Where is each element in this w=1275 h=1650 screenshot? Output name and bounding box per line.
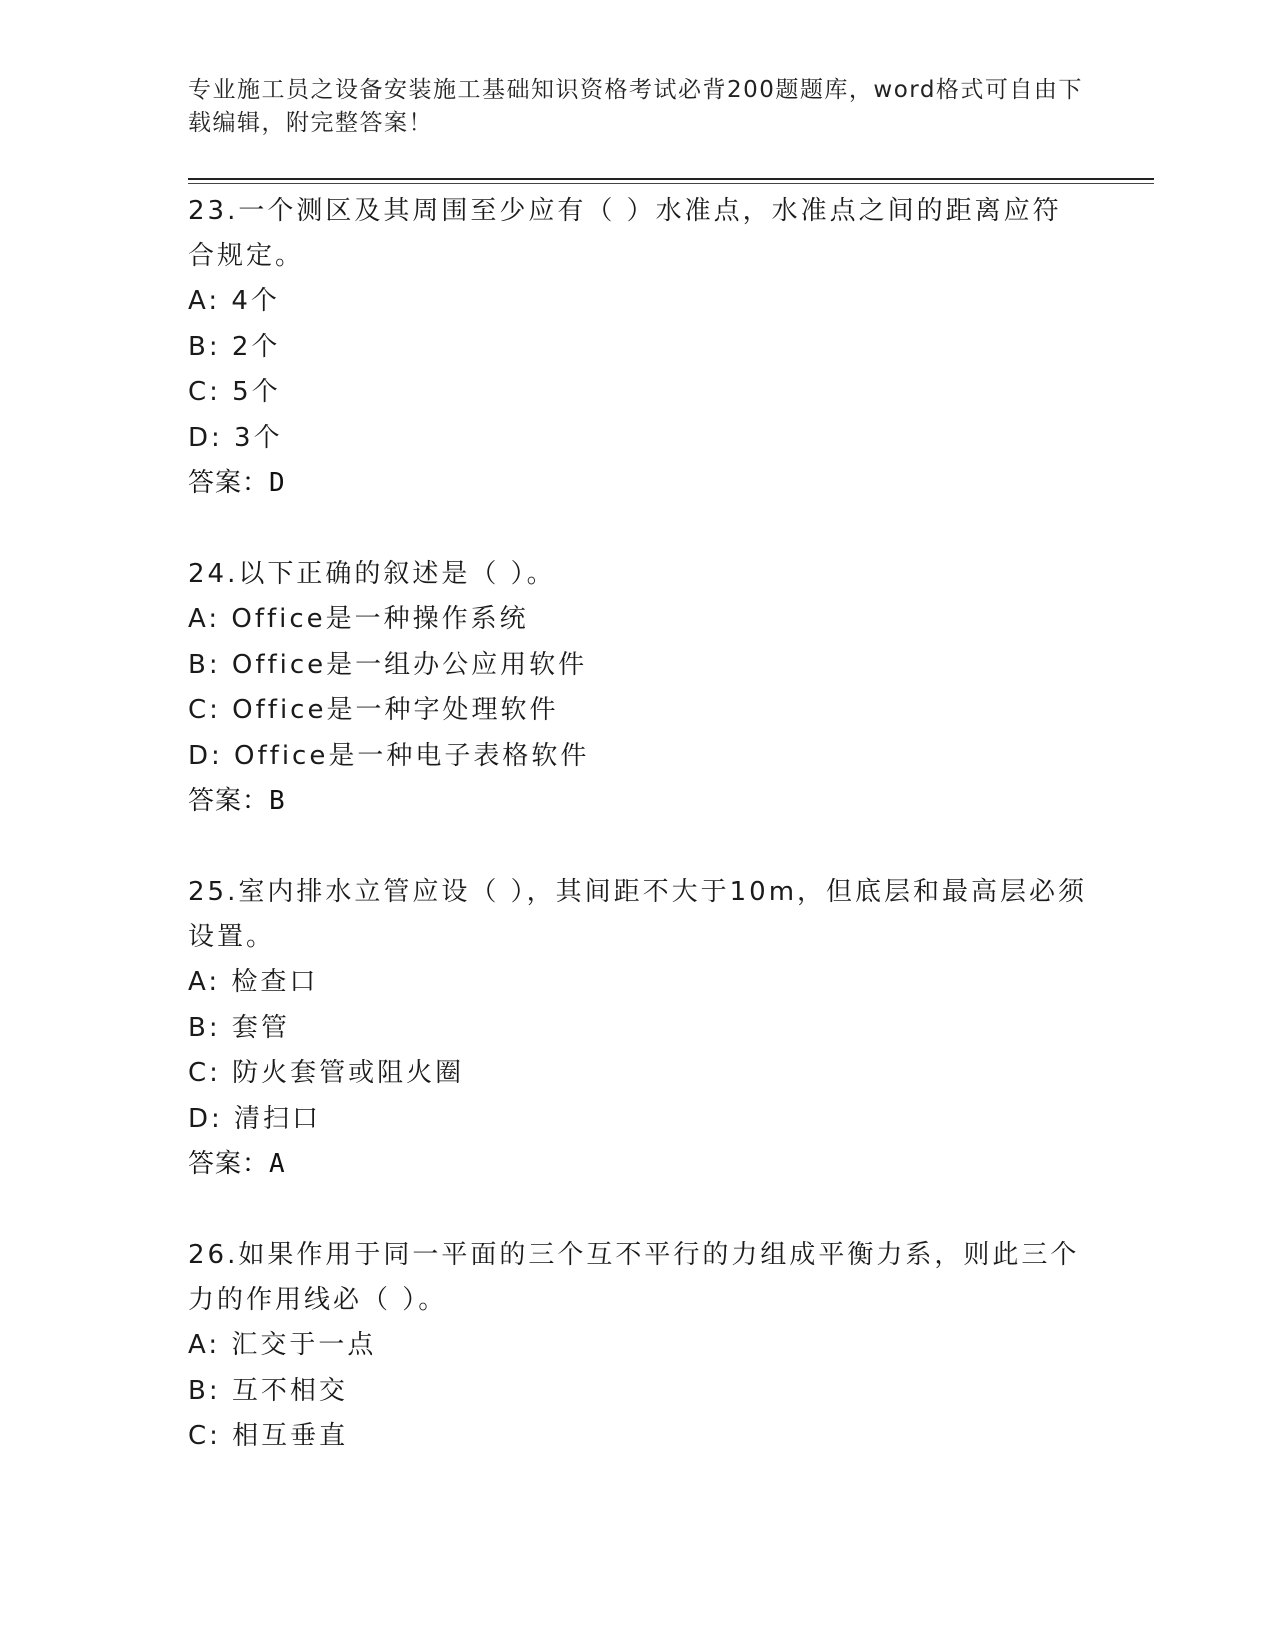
option-a: A: 4个 xyxy=(188,286,280,316)
option-b: B: 互不相交 xyxy=(188,1375,348,1406)
answer-value: A xyxy=(269,1149,286,1179)
header-divider-thin xyxy=(188,183,1154,184)
option-a: A: 检查口 xyxy=(188,967,319,997)
question-23 xyxy=(188,189,1088,506)
answer-label: 答案： xyxy=(188,1149,270,1179)
answer-value: B xyxy=(269,786,286,816)
option-a: A: 汇交于一点 xyxy=(188,1330,377,1360)
option-c: C: 5个 xyxy=(188,377,281,407)
question-stem: 23.一个测区及其周围至少应有（ ）水准点，水准点之间的距离应符合规定。 xyxy=(188,196,1062,271)
question-stem: 24.以下正确的叙述是（ ）。 xyxy=(188,559,556,589)
header-divider-thick xyxy=(188,178,1154,180)
document-header: 专业施工员之设备安装施工基础知识资格考试必背200题题库，word格式可自由下载编辑，附完整答案！ xyxy=(188,77,1083,136)
question-25 xyxy=(188,870,1088,1187)
question-list xyxy=(188,189,1088,1506)
question-stem: 26.如果作用于同一平面的三个互不平行的力组成平衡力系，则此三个力的作用线必（ ）。 xyxy=(188,1240,1080,1315)
option-b: B: 套管 xyxy=(188,1012,290,1043)
option-d: D: 3个 xyxy=(188,422,283,453)
option-d: D: Office是一种电子表格软件 xyxy=(188,740,590,771)
answer-label: 答案： xyxy=(188,468,270,498)
question-24 xyxy=(188,552,1088,824)
option-c: C: Office是一种字处理软件 xyxy=(188,695,559,725)
answer-line xyxy=(188,1142,1088,1187)
question-26 xyxy=(188,1233,1088,1460)
answer-label: 答案： xyxy=(188,786,270,816)
question-stem: 25.室内排水立管应设（ ），其间距不大于10m，但底层和最高层必须设置。 xyxy=(188,877,1088,952)
option-d: D: 清扫口 xyxy=(188,1103,322,1134)
answer-line xyxy=(188,779,1088,824)
answer-line xyxy=(188,461,1088,506)
option-b: B: Office是一组办公应用软件 xyxy=(188,649,588,680)
option-c: C: 相互垂直 xyxy=(188,1421,349,1451)
option-c: C: 防火套管或阻火圈 xyxy=(188,1058,465,1088)
option-b: B: 2个 xyxy=(188,331,281,362)
option-a: A: Office是一种操作系统 xyxy=(188,604,529,634)
answer-value: D xyxy=(269,468,286,498)
